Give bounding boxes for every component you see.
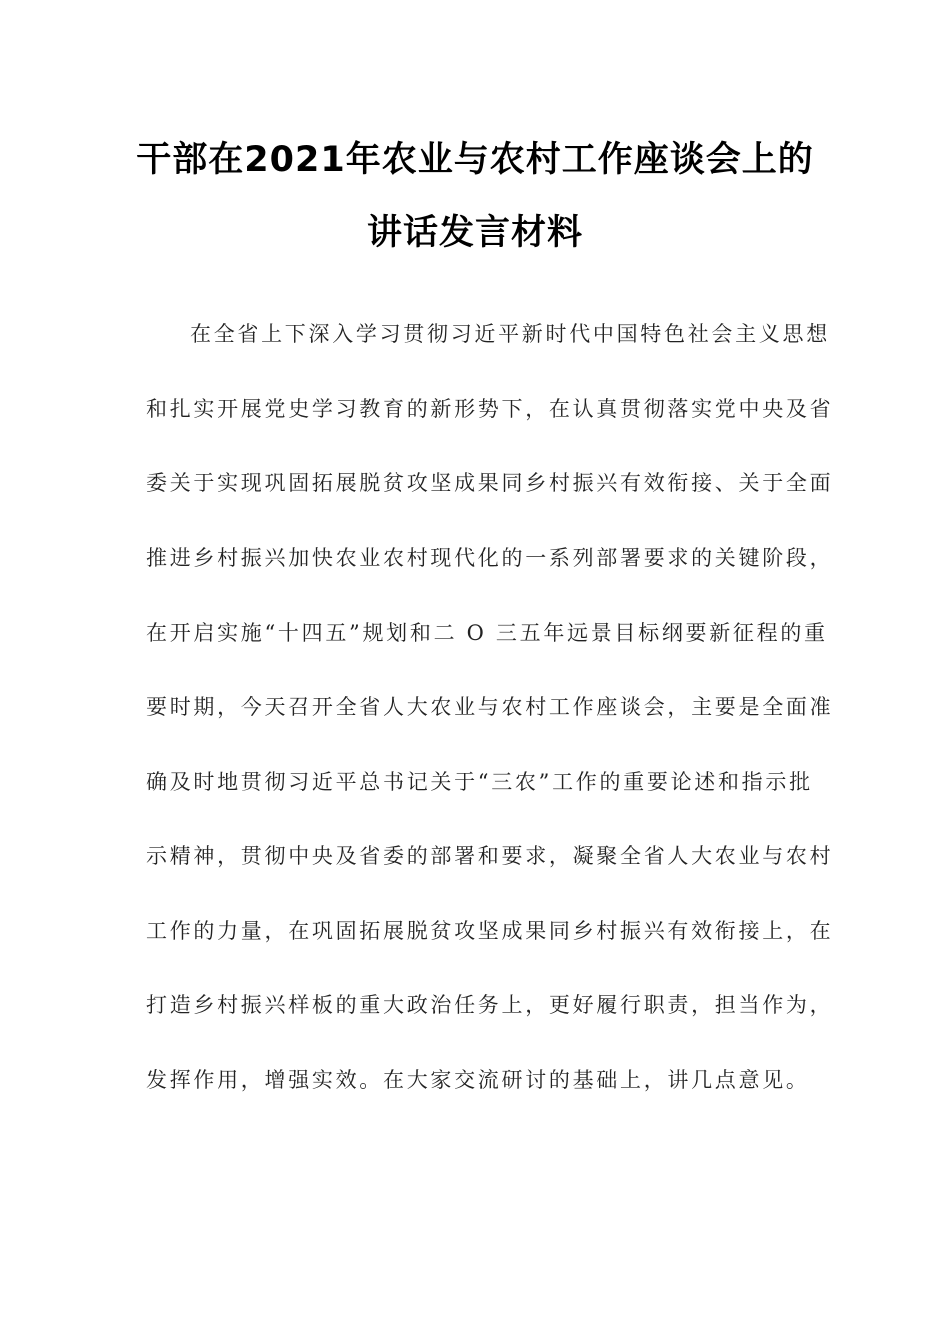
paragraph-line-8: 示精神，贯彻中央及省委的部署和要求，凝聚全省人大农业与农村 [146,844,834,868]
paragraph-line-11: 发挥作用，增强实效。在大家交流研讨的基础上，讲几点意见。 [146,1068,810,1092]
paragraph-line-6: 要时期，今天召开全省人大农业与农村工作座谈会，主要是全面准 [146,695,834,719]
paragraph-line-5: 在开启实施“十四五”规划和二 O 三五年远景目标纲要新征程的重 [146,621,828,645]
paragraph-line-7: 确及时地贯彻习近平总书记关于“三农”工作的重要论述和指示批 [146,770,813,794]
document-title-line-1: 干部在2021年农业与农村工作座谈会上的 [136,140,814,180]
paragraph-line-1: 在全省上下深入学习贯彻习近平新时代中国特色社会主义思想 [190,322,830,346]
paragraph-line-3: 委关于实现巩固拓展脱贫攻坚成果同乡村振兴有效衔接、关于全面 [146,471,834,495]
document-title-line-2: 讲话发言材料 [366,213,583,253]
paragraph-line-2: 和扎实开展党史学习教育的新形势下，在认真贯彻落实党中央及省 [146,397,834,421]
paragraph-line-9: 工作的力量，在巩固拓展脱贫攻坚成果同乡村振兴有效衔接上，在 [146,919,834,943]
paragraph-line-4: 推进乡村振兴加快农业农村现代化的一系列部署要求的关键阶段， [146,546,834,570]
paragraph-line-10: 打造乡村振兴样板的重大政治任务上，更好履行职责，担当作为， [146,993,834,1017]
